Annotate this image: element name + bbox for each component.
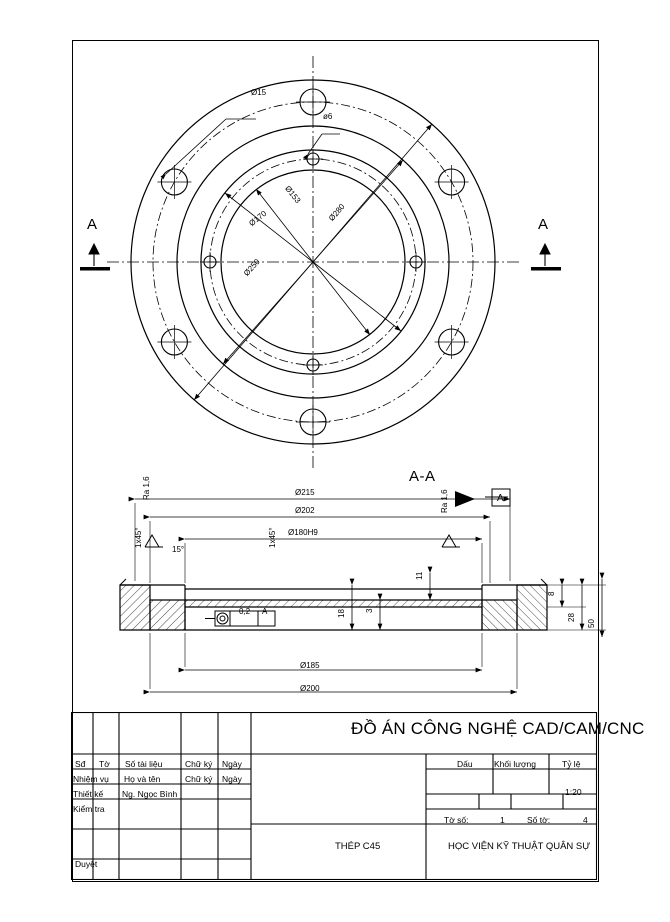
dim-180h9: Ø180H9 [288,528,318,537]
header-ho-va-ten: Họ và tên [124,774,161,784]
section-label-a-left: A [87,216,98,233]
header-so-tai-lieu: Số tài liệu [125,759,163,769]
section-label-a-right: A [538,216,549,233]
row-duyet: Duyệt [75,859,98,869]
value-to-so: 1 [500,815,505,825]
gdt-value: 0,2 [239,607,251,616]
note-chamfer-left: 1x45° [134,527,143,548]
note-ra16-left: Ra 1,6 [142,476,151,500]
value-ty-le: 1:20 [565,787,582,797]
dim-28: 28 [567,613,576,622]
dim-153: Ø153 [283,184,303,205]
dim-50: 50 [587,619,596,628]
header-dau: Dấu [457,759,473,769]
organization-label: HỌC VIỆN KỸ THUẬT QUÂN SỰ [448,841,591,852]
note-15deg: 15° [172,545,185,554]
dim-hole-6: ø6 [323,112,333,121]
dim-8: 8 [547,591,556,596]
gdt-datum: A [262,607,268,616]
section-view-title: A-A [409,468,436,485]
header-khoi-luong: Khối lượng [494,759,536,769]
dim-250: Ø250 [241,257,262,278]
header-ngay-2: Ngày [222,774,242,784]
dim-185: Ø185 [300,661,320,670]
dim-215: Ø215 [295,488,315,497]
header-ngay: Ngày [222,759,242,769]
header-to-so: Tờ số: [444,815,469,825]
row-thiet-ke: Thiết kế [73,789,104,799]
header-nhiem-vu: Nhiệm vụ [73,774,109,784]
header-so: Sđ [75,759,86,769]
dim-280: Ø280 [326,202,347,223]
row-kiem-tra: Kiểm tra [73,804,105,814]
header-so-to: Số tờ: [527,815,551,825]
header-chu-ky: Chữ ký [185,759,213,769]
header-chu-ky-2: Chữ ký [185,774,213,784]
dim-202: Ø202 [295,506,315,515]
header-to: Tờ [99,759,110,769]
header-ty-le: Tỷ lệ [562,759,581,769]
section-arrow-label-a: A [497,493,504,504]
drawing-title: ĐỒ ÁN CÔNG NGHỆ CAD/CAM/CNC [351,719,645,738]
dim-200: Ø200 [300,684,320,693]
row-thiet-ke-name: Ng. Ngọc Bình [122,789,178,799]
dim-170: Ø170 [247,208,269,229]
dim-18: 18 [337,609,346,618]
material-label: THÉP C45 [335,841,381,852]
section-mark-right [525,240,585,290]
note-chamfer-mid: 1x45° [268,527,277,548]
dim-3: 3 [365,608,374,613]
dim-hole-15: Ø15 [251,88,267,97]
section-mark-left [76,240,136,290]
value-so-to: 4 [583,815,588,825]
note-ra16-right: Ra 1,6 [440,489,449,513]
dim-11: 11 [415,571,424,580]
